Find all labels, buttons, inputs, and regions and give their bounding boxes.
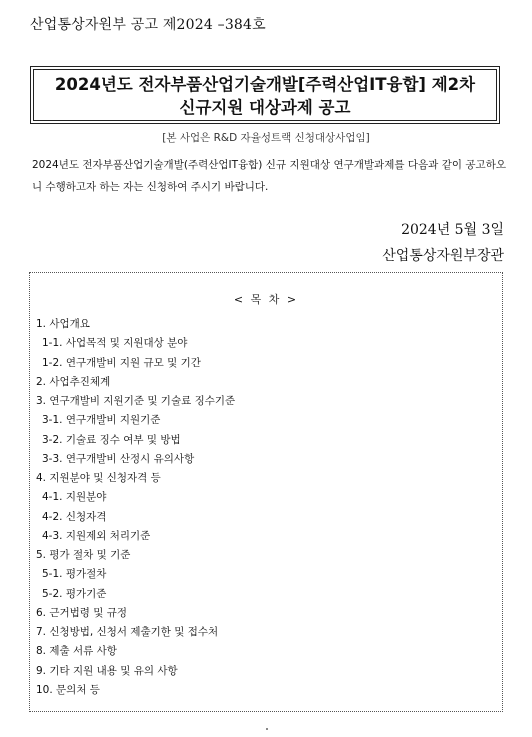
toc-title: < 목 차 > bbox=[233, 293, 299, 306]
page-mark bbox=[266, 728, 268, 730]
toc-item: 9. 기타 지원 내용 및 유의 사항 bbox=[36, 664, 178, 677]
toc-item: 3. 연구개발비 지원기준 및 기술료 징수기준 bbox=[36, 395, 236, 407]
announcement-title bbox=[33, 69, 497, 121]
rd-track-note: [본 사업은 R&D 자율성트랙 신청대상사업임] bbox=[162, 132, 370, 144]
toc-item: 4. 지원분야 및 신청자격 등 bbox=[36, 472, 161, 484]
toc-item: 5-2. 평가기준 bbox=[42, 587, 107, 600]
toc-item: 1-2. 연구개발비 지원 규모 및 기간 bbox=[42, 356, 201, 369]
toc-item: 8. 제출 서류 사항 bbox=[36, 645, 117, 658]
toc-item: 3-3. 연구개발비 산정시 유의사항 bbox=[42, 452, 195, 465]
toc-list bbox=[36, 315, 235, 700]
toc-item: 5. 평가 절차 및 기준 bbox=[36, 549, 131, 561]
toc-item: 3-2. 기술료 징수 여부 및 방법 bbox=[42, 433, 181, 446]
toc-item: 5-1. 평가절차 bbox=[42, 568, 107, 581]
title-box bbox=[30, 66, 500, 124]
notice-number: 산업통상자원부 공고 제2024 –384호 bbox=[30, 17, 266, 33]
title-line-2: 신규지원 대상과제 공고 bbox=[179, 98, 351, 117]
table-of-contents bbox=[29, 272, 503, 712]
toc-item: 4-1. 지원분야 bbox=[42, 491, 107, 504]
toc-item: 1. 사업개요 bbox=[36, 318, 90, 330]
toc-item: 6. 근거법령 및 규정 bbox=[36, 606, 128, 619]
toc-item: 3-1. 연구개발비 지원기준 bbox=[42, 414, 161, 427]
toc-item: 1-1. 사업목적 및 지원대상 분야 bbox=[42, 337, 188, 350]
issuer-name: 산업통상자원부장관 bbox=[382, 248, 504, 264]
toc-item: 2. 사업추진체계 bbox=[36, 375, 111, 388]
announcement-body: 2024년도 전자부품산업기술개발(주력산업IT융합) 신규 지원대상 연구개발과제를 다음과 같이 공고하오니 수행하고자 하는 자는 신청하여 주시기 바랍니다. bbox=[32, 159, 506, 193]
announcement-date: 2024년 5월 3일 bbox=[401, 222, 504, 238]
toc-item: 4-3. 지원제외 처리기준 bbox=[42, 529, 151, 542]
toc-item: 4-2. 신청자격 bbox=[42, 510, 107, 523]
toc-item: 7. 신청방법, 신청서 제출기한 및 접수처 bbox=[36, 626, 219, 638]
title-line-1: 2024년도 전자부품산업기술개발[주력산업IT융합] 제2차 bbox=[54, 75, 476, 94]
toc-item: 10. 문의처 등 bbox=[36, 683, 100, 696]
